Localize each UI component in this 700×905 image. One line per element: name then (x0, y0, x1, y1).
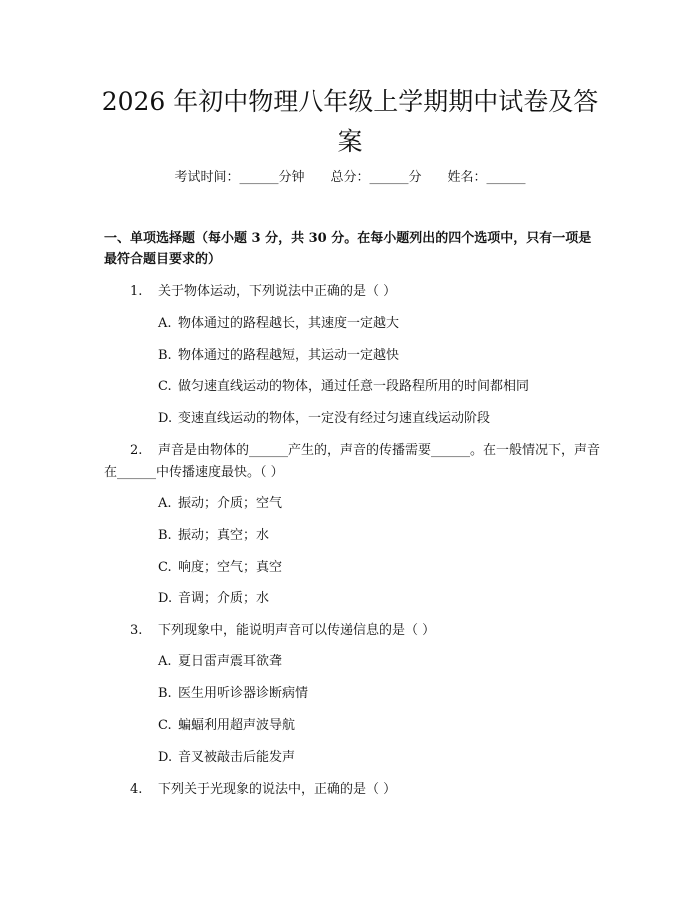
question-3 (130, 620, 435, 642)
option-text: 做匀速直线运动的物体，通过任意一段路程所用的时间都相同 (178, 379, 530, 394)
option-3a (158, 652, 282, 672)
exam-total-score: 总分：______分 (330, 170, 422, 185)
option-1a (158, 314, 399, 334)
question-number: 3. (130, 623, 143, 638)
question-1 (130, 281, 396, 303)
question-number: 2. (130, 443, 143, 458)
option-key: D. (158, 411, 173, 426)
option-text: 振动；真空；水 (178, 528, 270, 543)
option-2a (158, 494, 282, 514)
option-key: A. (158, 316, 172, 331)
option-2c (158, 558, 282, 578)
option-key: B. (158, 686, 172, 701)
option-3c (158, 716, 295, 736)
option-3b (158, 684, 308, 704)
question-text: 关于物体运动，下列说法中正确的是（ ） (158, 284, 397, 299)
option-text: 蝙蝠利用超声波导航 (178, 718, 296, 733)
question-text: 声音是由物体的______产生的，声音的传播需要______。在一般情况下，声音在______中传播速度最快。（ ） (104, 443, 601, 480)
question-number: 4. (130, 782, 143, 797)
section-title: 一、单项选择题（每小题 3 分，共 30 分。在每小题列出的四个选项中，只有一项是最符合题目要求的） (104, 231, 592, 267)
option-text: 夏日雷声震耳欲聋 (178, 654, 283, 669)
option-1d (158, 409, 490, 429)
question-4 (130, 779, 396, 801)
option-2b (158, 526, 269, 546)
option-3d (158, 748, 295, 768)
option-key: C. (158, 718, 172, 733)
question-number: 1. (130, 284, 143, 299)
option-key: B. (158, 528, 172, 543)
option-text: 变速直线运动的物体，一定没有经过匀速直线运动阶段 (178, 411, 491, 426)
option-key: C. (158, 560, 172, 575)
question-text: 下列关于光现象的说法中，正确的是（ ） (158, 782, 397, 797)
option-text: 音叉被敲击后能发声 (178, 750, 296, 765)
option-text: 音调；介质；水 (178, 591, 270, 606)
question-2 (104, 440, 604, 484)
option-text: 物体通过的路程越长，其速度一定越大 (178, 316, 400, 331)
option-key: A. (158, 654, 172, 669)
option-text: 医生用听诊器诊断病情 (178, 686, 309, 701)
option-key: D. (158, 750, 173, 765)
exam-time: 考试时间：______分钟 (174, 170, 305, 185)
option-key: A. (158, 496, 172, 511)
option-2d (158, 589, 269, 609)
option-1c (158, 377, 529, 397)
option-1b (158, 346, 399, 366)
option-key: B. (158, 348, 172, 363)
page-title: 2026 年初中物理八年级上学期期中试卷及答案 (101, 87, 599, 156)
option-key: C. (158, 379, 172, 394)
option-key: D. (158, 591, 173, 606)
option-text: 物体通过的路程越短，其运动一定越快 (178, 348, 400, 363)
option-text: 振动；介质；空气 (178, 496, 283, 511)
question-text: 下列现象中，能说明声音可以传递信息的是（ ） (158, 623, 436, 638)
option-text: 响度；空气；真空 (178, 560, 283, 575)
student-name: 姓名：______ (447, 170, 526, 185)
exam-meta (0, 168, 700, 188)
